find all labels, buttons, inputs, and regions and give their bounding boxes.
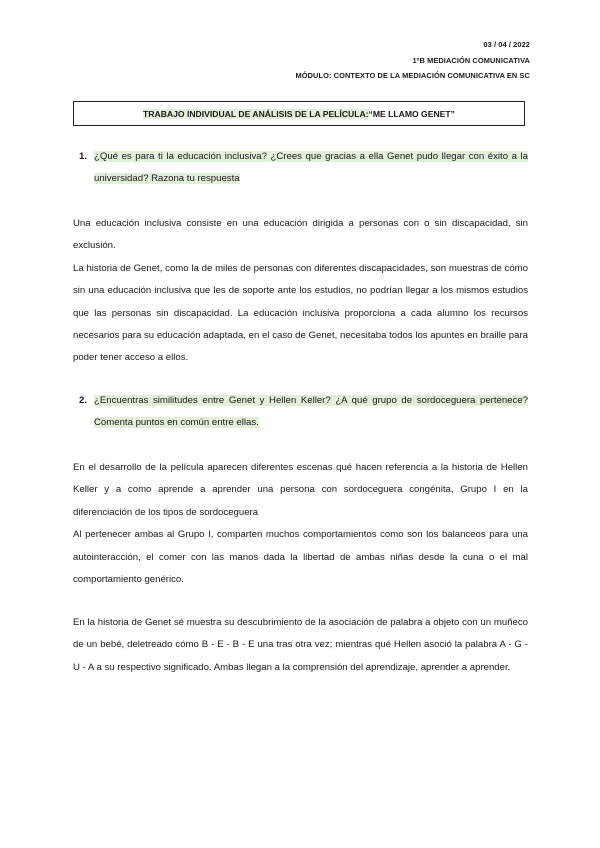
answer-paragraph: En la historia de Genet sé muestra su descubrimiento de la asociación de palabra a objeto con un muñeco de un bebé, deletreado cómo B - E - B - E una tras otra vez; mientras qué Hellen asoció la palabra A - G - U - A a su respectivo significado. Ambas llegan a la comprensión del aprendizaje, aprender a aprender. [73, 617, 528, 673]
title-film: “ME LLAMO GENET” [368, 108, 455, 119]
answer-3 [73, 612, 528, 679]
answer-paragraph: Al pertenecer ambas al Grupo I, comparten muchos comportamientos como son los balanceos para una autointeracción, el comer con las manos dada la libertad de ambas niñas desde la cuna o el mal comportamiento genérico. [73, 529, 528, 586]
answer-1 [73, 213, 528, 370]
answer-2 [73, 457, 528, 591]
title-label: TRABAJO INDIVIDUAL DE ANÁLISIS DE LA PELÍCULA: [143, 108, 369, 119]
header-course: 1ºB MEDIACIÓN COMUNICATIVA [412, 55, 530, 65]
question-text: ¿Qué es para ti la educación inclusiva? ¿Crees que gracias a ella Genet pudo llegar con éxito a la universidad? Razona tu respuesta [94, 151, 528, 185]
header-date: 03 / 04 / 2022 [483, 40, 530, 49]
document-header [296, 37, 530, 84]
question-1 [79, 146, 528, 191]
question-number: 2. [79, 395, 88, 406]
question-number: 1. [79, 151, 88, 162]
answer-paragraph: Una educación inclusiva consiste en una educación dirigida a personas con o sin discapacidad, sin exclusión. [73, 218, 528, 252]
question-2 [79, 390, 528, 435]
answer-paragraph: La historia de Genet, como la de miles de personas con diferentes discapacidades, son muestras de cómo sin una educación inclusiva que les de soporte ante los estudios, no podrían llegar a los mismos estudios que las personas sin discapacidad. La educación inclusiva proporciona a cada alumno los recursos necesarios para su educación adaptada, en el caso de Genet, necesitaba todos los apuntes en braille para poder tener acceso a ellos. [73, 262, 528, 364]
title-box [73, 101, 525, 126]
header-module: MÓDULO: CONTEXTO DE LA MEDIACIÓN COMUNICATIVA EN SC [295, 71, 530, 80]
question-text: ¿Encuentras similitudes entre Genet y Hellen Keller? ¿A qué grupo de sordoceguera pertenece? Comenta puntos en común entre ellas. [94, 395, 528, 429]
answer-paragraph: En el desarrollo de la película aparecen diferentes escenas qué hacen referencia a la historia de Hellen Keller y a como aprende a aprender una persona con sordoceguera congénita, Grupo I en la diferenciación de los tipos de sordoceguera [73, 462, 528, 518]
